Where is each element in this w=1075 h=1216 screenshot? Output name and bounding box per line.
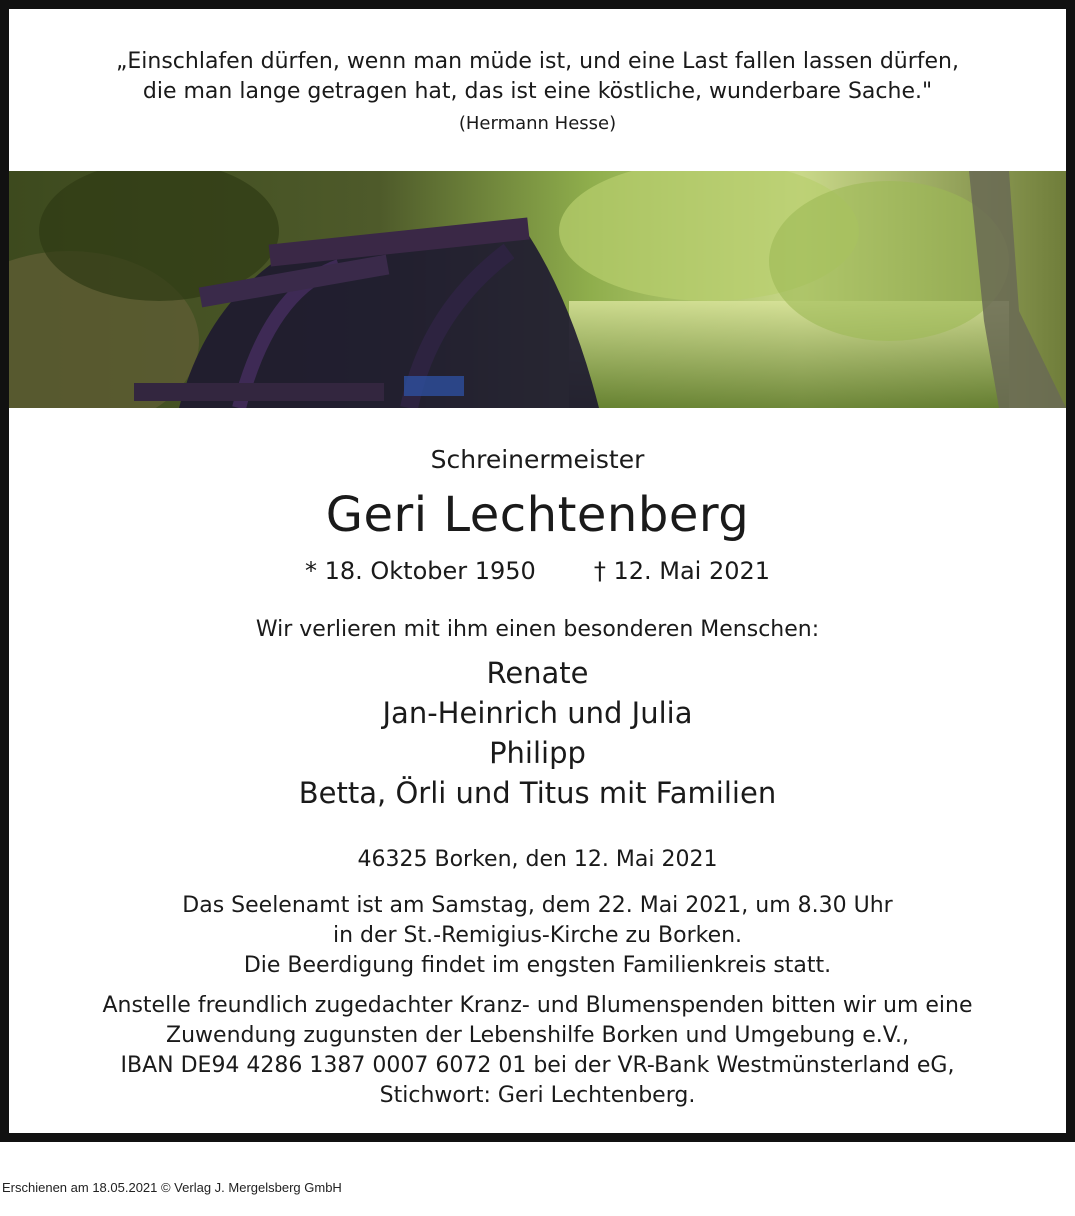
service-line: in der St.-Remigius-Kirche zu Borken. — [332, 923, 743, 948]
donation-line: Stichwort: Geri Lechtenberg. — [379, 1083, 696, 1108]
death-date: † 12. Mai 2021 — [593, 557, 771, 585]
service-line: Das Seelenamt ist am Samstag, dem 22. Mai 2021, um 8.30 Uhr — [182, 893, 893, 918]
mourning-intro: Wir verlieren mit ihm einen besonderen Menschen: — [255, 617, 820, 642]
mourner: Jan-Heinrich und Julia — [382, 696, 693, 730]
obituary-card — [9, 9, 1066, 1133]
donation-line: Anstelle freundlich zugedachter Kranz- und Blumenspenden bitten wir um eine — [102, 993, 973, 1018]
quote-author: (Hermann Hesse) — [458, 113, 617, 134]
waterwheel-photo — [9, 171, 1066, 408]
service-info — [9, 891, 1066, 981]
quote-line: die man lange getragen hat, das ist eine köstliche, wunderbare Sache." — [142, 79, 933, 104]
mourners-list — [9, 653, 1066, 813]
donation-line: IBAN DE94 4286 1387 0007 6072 01 bei der VR-Bank Westmünsterland eG, — [120, 1053, 955, 1078]
birth-date: * 18. Oktober 1950 — [304, 557, 536, 585]
mourner: Betta, Örli und Titus mit Familien — [298, 776, 777, 810]
mourner: Renate — [486, 656, 589, 690]
quote — [9, 47, 1066, 107]
publication-footer: Erschienen am 18.05.2021 © Verlag J. Mergelsberg GmbH — [2, 1180, 342, 1195]
donation-line: Zuwendung zugunsten der Lebenshilfe Borken und Umgebung e.V., — [166, 1023, 909, 1048]
deceased-name: Geri Lechtenberg — [325, 487, 750, 543]
deceased-title: Schreinermeister — [430, 445, 645, 474]
place-date: 46325 Borken, den 12. Mai 2021 — [357, 847, 718, 872]
life-dates — [9, 557, 1066, 585]
donation-info — [9, 991, 1066, 1111]
service-line: Die Beerdigung findet im engsten Familienkreis statt. — [243, 953, 832, 978]
mourner: Philipp — [489, 736, 586, 770]
quote-line: „Einschlafen dürfen, wenn man müde ist, und eine Last fallen lassen dürfen, — [115, 49, 959, 74]
